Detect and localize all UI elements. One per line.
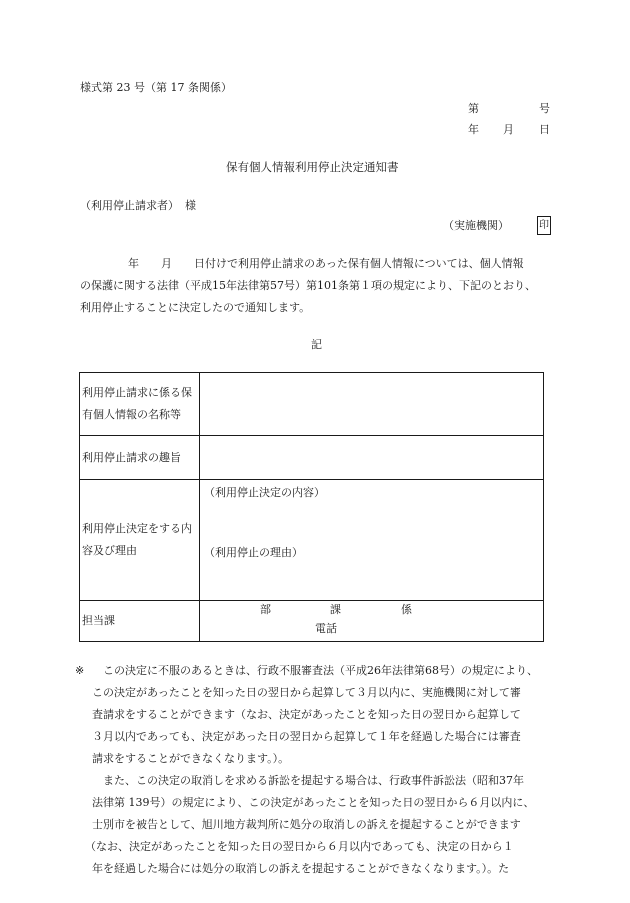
body-line: 利用停止することに決定したので通知します。 bbox=[80, 301, 311, 314]
contact-phone: 電話 bbox=[315, 622, 337, 635]
note-line: 法律第 139号）の規定により、この決定があったことを知った日の翌日から６月以内に、 bbox=[92, 796, 535, 809]
number-label-dai: 第 bbox=[468, 102, 479, 115]
contact-unit: 係 bbox=[401, 603, 412, 616]
label-line: 利用停止決定をする内 bbox=[82, 522, 192, 535]
addressee-honorific: 様 bbox=[185, 199, 196, 212]
body-line: の保護に関する法律（平成15年法律第57号）第101条第１項の規定により、下記のとおり、 bbox=[80, 279, 536, 292]
note-mark: ※ bbox=[75, 664, 85, 677]
table-row-contact bbox=[80, 601, 544, 642]
body-paragraph bbox=[80, 253, 552, 319]
note-line: 年を経過した場合には処分の取消しの訴えを提起することができなくなります。）。た bbox=[92, 862, 510, 875]
date-year-label: 年 bbox=[468, 123, 479, 136]
contact-label: 担当課 bbox=[80, 601, 200, 642]
table-row-target bbox=[80, 373, 544, 436]
target-info-value bbox=[200, 373, 544, 436]
seal-mark: 印 bbox=[537, 216, 551, 235]
purpose-label: 利用停止請求の趣旨 bbox=[80, 436, 200, 480]
contact-section: 課 bbox=[330, 603, 341, 616]
addressee-label: （利用停止請求者） bbox=[80, 199, 179, 212]
date-day-label: 日 bbox=[539, 123, 550, 136]
ki-heading: 記 bbox=[311, 338, 322, 351]
contact-dept: 部 bbox=[260, 603, 271, 616]
decision-content-heading: （利用停止決定の内容） bbox=[204, 486, 325, 499]
contact-value bbox=[200, 601, 544, 642]
detail-table bbox=[79, 372, 544, 642]
target-info-label bbox=[80, 373, 200, 436]
note-line: ３月以内であっても、決定があった日の翌日から起算して１年を経過した場合には審査 bbox=[92, 730, 521, 743]
date-month-label: 月 bbox=[503, 123, 514, 136]
note-line: この決定に不服のあるときは、行政不服審査法（平成26年法律第68号）の規定により、 bbox=[103, 664, 538, 677]
decision-value bbox=[200, 480, 544, 601]
label-line: 容及び理由 bbox=[82, 544, 137, 557]
issuer-label: （実施機関） bbox=[443, 219, 509, 232]
note-line: この決定があったことを知った日の翌日から起算して３月以内に、実施機関に対して審 bbox=[92, 686, 521, 699]
document-title: 保有個人情報利用停止決定通知書 bbox=[226, 160, 399, 174]
note-line: 士別市を被告として、旭川地方裁判所に処分の取消しの訴えを提起することができます bbox=[92, 818, 521, 831]
body-line: 年 月 日付けで利用停止請求のあった保有個人情報については、個人情報 bbox=[128, 257, 524, 270]
number-label-go: 号 bbox=[539, 102, 550, 115]
table-row-decision bbox=[80, 480, 544, 601]
note-line: また、この決定の取消しを求める訴訟を提起する場合は、行政事件訴訟法（昭和37年 bbox=[103, 774, 524, 787]
note-paragraph bbox=[75, 660, 555, 880]
note-line: 査請求をすることができます（なお、決定があったことを知った日の翌日から起算して bbox=[92, 708, 521, 721]
purpose-value bbox=[200, 436, 544, 480]
label-line: 有個人情報の名称等 bbox=[82, 408, 181, 421]
note-line: 請求をすることができなくなります。）。 bbox=[92, 752, 290, 765]
table-row-purpose bbox=[80, 436, 544, 480]
decision-label bbox=[80, 480, 200, 601]
label-line: 利用停止請求に係る保 bbox=[82, 386, 192, 399]
note-line: （なお、決定があったことを知った日の翌日から６月以内であっても、決定の日から１ bbox=[85, 840, 514, 853]
form-number: 様式第 23 号（第 17 条関係） bbox=[80, 81, 232, 94]
decision-reason-heading: （利用停止の理由） bbox=[204, 546, 303, 559]
